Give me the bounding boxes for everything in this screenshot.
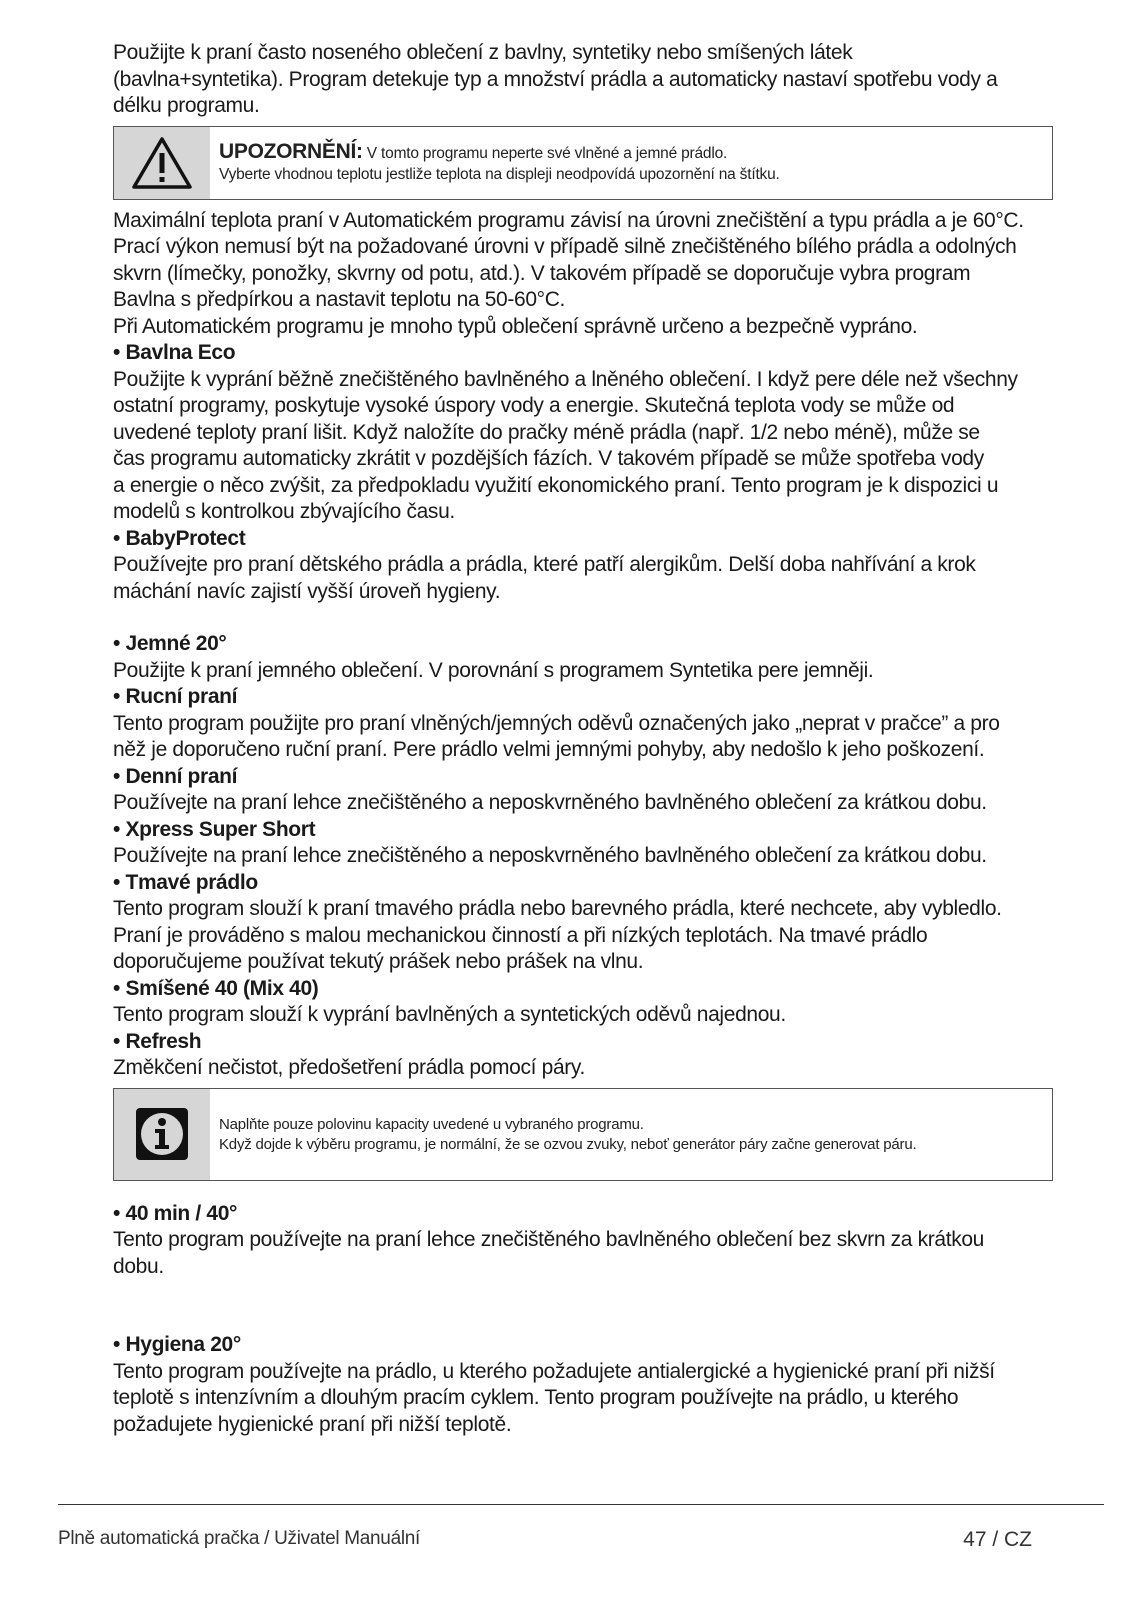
program-xpress-super-short [113, 817, 1053, 870]
auto-paragraph [113, 208, 1053, 341]
spacer [113, 605, 1053, 631]
text-line: modelů s kontrolkou zbývajícího času. [113, 500, 455, 523]
program-title: • Jemné 20° [113, 632, 227, 655]
program-title: • Rucní praní [113, 685, 238, 708]
program-smisene-40 [113, 976, 1053, 1029]
text-line: Při Automatickém programu je mnoho typů oblečení správně určeno a bezpečně vypráno. [113, 314, 918, 338]
program-title: • BabyProtect [113, 526, 246, 550]
text-line: ostatní programy, poskytuje vysoké úspory vody a energie. Skutečná teplota vody se může od [113, 394, 955, 417]
program-refresh [113, 1029, 1053, 1082]
info-box [113, 1088, 1053, 1181]
text-line: Tento program používejte na praní lehce znečištěného bavlněného oblečení bez skvrn za krátkou [113, 1228, 985, 1251]
text-line: skvrn (límečky, ponožky, skvrny od potu, atd.). V takovém případě se doporučuje vybra program [113, 261, 971, 285]
text-line: uvedené teploty praní lišit. Když naložíte do pračky méně prádla (např. 1/2 nebo méně), může se [113, 420, 980, 444]
spacer [113, 1280, 1053, 1332]
text-line: čas programu automaticky zkrátit v pozdějších fázích. V takovém případě se může spotřeba vody [113, 447, 984, 470]
program-jemne-20 [113, 631, 1053, 684]
text-line: Tento program použijte pro praní vlněných/jemných oděvů označených jako „neprat v pračce” a pro [113, 711, 1000, 735]
footer-divider [58, 1504, 1104, 1505]
program-title: • Hygiena 20° [113, 1333, 241, 1356]
footer-page-number: 47 / CZ [963, 1528, 1032, 1551]
warning-icon-cell [114, 127, 210, 199]
program-rucni-prani [113, 684, 1053, 764]
program-title: • Smíšené 40 (Mix 40) [113, 976, 319, 1000]
text-line: dobu. [113, 1254, 164, 1278]
text-line: Používejte na praní lehce znečištěného a neposkvrněného bavlněného oblečení za krátkou dobu. [113, 791, 987, 814]
text-line: máchání navíc zajistí vyšší úroveň hygieny. [113, 579, 501, 603]
program-title: • Denní praní [113, 764, 238, 788]
text-line: Použijte k praní jemného oblečení. V porovnání s programem Syntetika pere jemněji. [113, 658, 874, 682]
program-babyprotect [113, 526, 1053, 606]
text-line: Změkčení nečistot, předošetření prádla pomocí páry. [113, 1056, 586, 1079]
program-tmave-pradlo [113, 870, 1053, 976]
warning-line-1: V tomto programu neperte své vlněné a jemné prádlo. [362, 144, 728, 162]
text-line: Používejte na praní lehce znečištěného a neposkvrněného bavlněného oblečení za krátkou dobu. [113, 844, 987, 867]
program-title: • 40 min / 40° [113, 1201, 238, 1225]
program-denni-prani [113, 764, 1053, 817]
text-line: Použijte k praní často noseného oblečení z bavlny, syntetiky nebo smíšených látek [113, 41, 853, 64]
warning-title: UPOZORNĚNÍ: [219, 139, 363, 163]
text-line: Tento program používejte na prádlo, u kterého požadujete antialergické a hygienické praní při nižší [113, 1359, 995, 1383]
text-line: doporučujeme používat tekutý prášek nebo prášek na vlnu. [113, 950, 644, 973]
text-line: Použijte k vyprání běžně znečištěného bavlněného a lněného oblečení. I když pere déle než všechny [113, 367, 1018, 391]
text-line: Tento program slouží k vyprání bavlněných a syntetických oděvů najednou. [113, 1003, 786, 1026]
text-line: Tento program slouží k praní tmavého prádla nebo barevného prádla, které nechcete, aby vybledlo. [113, 897, 1002, 920]
warning-triangle-icon [130, 135, 194, 191]
info-text [210, 1089, 926, 1180]
program-40-min-40 [113, 1201, 1053, 1281]
text-line: (bavlna+syntetika). Program detekuje typ a množství prádla a automaticky nastaví spotřebu vody a [113, 67, 998, 91]
warning-box [113, 126, 1053, 200]
text-line: požadujete hygienické praní při nižší teplotě. [113, 1412, 512, 1436]
program-title: • Tmavé prádlo [113, 870, 258, 894]
warning-text [210, 127, 790, 199]
page-content [113, 40, 1053, 1438]
text-line: Praní je prováděno s malou mechanickou činností a při nízkých teplotách. Na tmavé prádlo [113, 923, 928, 947]
program-title: • Refresh [113, 1029, 202, 1053]
info-icon-cell [114, 1089, 210, 1180]
text-line: teplotě s intenzívním a dlouhým pracím cyklem. Tento program používejte na prádlo, u kterého [113, 1386, 959, 1409]
info-icon [135, 1107, 189, 1161]
program-hygiena-20 [113, 1332, 1053, 1438]
warning-line-2: Vyberte vhodnou teplotu jestliže teplota na displeji neodpovídá upozornění na štítku. [219, 165, 780, 183]
text-line: Maximální teplota praní v Automatickém programu závisí na úrovni znečištění a typu prádla a je 60°C. [113, 208, 1024, 232]
program-bavlna-eco [113, 340, 1053, 526]
text-line: něž je doporučeno ruční praní. Pere prádlo velmi jemnými pohyby, aby nedošlo k jeho poškození. [113, 738, 985, 761]
text-line: Prací výkon nemusí být na požadované úrovni v případě silně znečištěného bílého prádla a odolných [113, 235, 1017, 258]
info-line-2: Když dojde k výběru programu, je normální, že se ozvou zvuky, neboť generátor páry začne generovat páru. [219, 1135, 917, 1153]
info-line-1: Naplňte pouze polovinu kapacity uvedené u vybraného programu. [219, 1115, 644, 1133]
text-line: Používejte pro praní dětského prádla a prádla, které patří alergikům. Delší doba nahřívání a krok [113, 553, 976, 576]
program-title: • Xpress Super Short [113, 817, 316, 841]
text-line: a energie o něco zvýšit, za předpokladu využití ekonomického praní. Tento program je k dispozici u [113, 473, 999, 497]
intro-paragraph [113, 40, 1053, 120]
program-title: • Bavlna Eco [113, 341, 236, 364]
text-line: Bavlna s předpírkou a nastavit teplotu na 50-60°C. [113, 288, 566, 311]
footer-manual-title: Plně automatická pračka / Uživatel Manuální [58, 1528, 421, 1549]
text-line: délku programu. [113, 94, 260, 117]
